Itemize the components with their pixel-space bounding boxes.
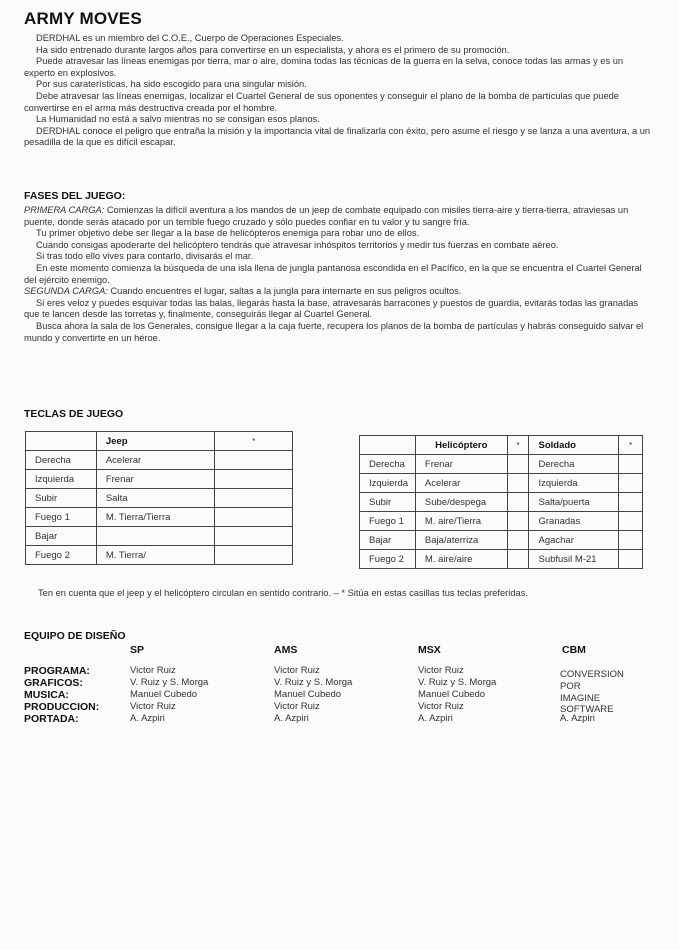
page-title: ARMY MOVES bbox=[24, 9, 142, 28]
custom-key-cell[interactable] bbox=[507, 512, 529, 531]
role-label: GRAFICOS: bbox=[24, 677, 83, 689]
custom-key-column-header: * bbox=[215, 432, 293, 451]
ams-column-header: AMS bbox=[274, 644, 298, 656]
intro-section bbox=[24, 33, 654, 149]
credit-value: Victor Ruiz bbox=[274, 665, 320, 676]
key-action: Subir bbox=[360, 493, 416, 512]
teclas-note: Ten en cuenta que el jeep y el helicóptero circulan en sentido contrario. – * Sitúa en estas casillas tus teclas preferidas. bbox=[38, 588, 528, 598]
cbm-column-header: CBM bbox=[562, 644, 586, 656]
key-action: Subir bbox=[26, 489, 97, 508]
credit-value: A. Azpiri bbox=[560, 713, 595, 724]
helicoptero-function: Baja/aterriza bbox=[415, 531, 507, 550]
cbm-credits bbox=[560, 669, 624, 723]
jeep-keys-table bbox=[25, 431, 293, 565]
soldado-function: Granadas bbox=[529, 512, 619, 531]
table-row bbox=[360, 531, 643, 550]
custom-key-cell[interactable] bbox=[215, 508, 293, 527]
intro-paragraph: Ha sido entrenado durante largos años para convertirse en un especialista, y ahora es el primero de su promoción. bbox=[36, 44, 510, 55]
table-row bbox=[360, 550, 643, 569]
intro-paragraph: Por sus caraterísticas, ha sido escogido para una singular misión. bbox=[36, 79, 307, 90]
fases-paragraph: Busca ahora la sala de los Generales, consigue llegar a la caja fuerte, recupera los planos de la bomba de partículas y habrás conseguido salvar el mundo y convertirte en un héroe. bbox=[24, 320, 644, 343]
msx-column-header: MSX bbox=[418, 644, 441, 656]
helicoptero-function: Sube/despega bbox=[415, 493, 507, 512]
intro-paragraph: Puede atravesar las líneas enemigas por tierra, mar o aire, domina todas las técnicas de la guerra en la selva, conoce todas las armas y es un experto en explosivos. bbox=[24, 56, 624, 78]
soldado-function: Izquierda bbox=[529, 474, 619, 493]
credit-value: Victor Ruiz bbox=[418, 665, 464, 676]
role-label: MUSICA: bbox=[24, 689, 69, 701]
key-action: Izquierda bbox=[360, 474, 416, 493]
custom-key-cell[interactable] bbox=[619, 493, 643, 512]
credit-value: Manuel Cubedo bbox=[274, 689, 342, 700]
role-label: PROGRAMA: bbox=[24, 665, 90, 677]
table-row bbox=[360, 455, 643, 474]
primera-carga-label: PRIMERA CARGA: bbox=[24, 205, 105, 215]
credit-value: Manuel Cubedo bbox=[130, 689, 198, 700]
fases-paragraph: Cuando consigas apoderarte del helicóptero tendrás que atravesar inhóspitos territorios y medir tus fuerzas en combate aéreo. bbox=[36, 239, 559, 250]
custom-key-cell[interactable] bbox=[215, 527, 293, 546]
custom-key-cell[interactable] bbox=[215, 451, 293, 470]
credit-value: Victor Ruiz bbox=[130, 701, 176, 712]
custom-key-cell[interactable] bbox=[215, 546, 293, 565]
key-action: Derecha bbox=[26, 451, 97, 470]
jeep-column-header: Jeep bbox=[96, 432, 215, 451]
custom-key-cell[interactable] bbox=[507, 493, 529, 512]
helicoptero-function: M. aire/aire bbox=[415, 550, 507, 569]
credit-value: Victor Ruiz bbox=[130, 665, 176, 676]
table-header-row bbox=[26, 432, 293, 451]
key-action: Fuego 1 bbox=[360, 512, 416, 531]
sp-column-header: SP bbox=[130, 644, 145, 656]
jeep-function: Salta bbox=[96, 489, 215, 508]
table-header-row bbox=[360, 436, 643, 455]
credit-value: A. Azpiri bbox=[418, 713, 453, 724]
fases-paragraph: Si eres veloz y puedes esquivar todas las balas, llegarás hasta la base, atravesarás barracones y puestos de guardia, evitarás todas las granadas que te lancen desde las torretas y, finalmente, conseguirás llegar al Cuartel General. bbox=[24, 297, 639, 320]
credit-value: V. Ruiz y S. Morga bbox=[418, 677, 497, 688]
key-action: Bajar bbox=[26, 527, 97, 546]
credit-value: Victor Ruiz bbox=[274, 701, 320, 712]
credits-roles bbox=[24, 665, 99, 725]
table-cell bbox=[360, 436, 416, 455]
key-action: Bajar bbox=[360, 531, 416, 550]
intro-paragraph: La Humanidad no está a salvo mientras no se consigan esos planos. bbox=[36, 114, 320, 125]
table-row bbox=[26, 451, 293, 470]
helicoptero-column-header: Helicóptero bbox=[415, 436, 507, 455]
custom-key-cell[interactable] bbox=[507, 455, 529, 474]
custom-key-cell[interactable] bbox=[507, 550, 529, 569]
teclas-heading: TECLAS DE JUEGO bbox=[24, 408, 124, 420]
primera-carga-text: Comienzas la difícil aventura a los mandos de un jeep de combate equipado con misiles tierra-aire y tierra-tierra, atraviesas un puente, donde serás atacado por un terrible fuego cruzado y sólo puedes confiar en tu valor y tu sangre fría. bbox=[24, 205, 629, 227]
ams-credits bbox=[274, 665, 352, 725]
credit-value: POR bbox=[560, 681, 581, 692]
role-label: PRODUCCION: bbox=[24, 701, 100, 713]
custom-key-cell[interactable] bbox=[507, 531, 529, 550]
table-row bbox=[26, 546, 293, 565]
table-row bbox=[26, 527, 293, 546]
jeep-function: Frenar bbox=[96, 470, 215, 489]
intro-paragraph: DERDHAL conoce el peligro que entraña la misión y la importancia vital de finalizarla con éxito, pero asume el riesgo y se lanza a una aventura, a un pesadilla de la que es difícil escapar. bbox=[24, 125, 651, 148]
key-action: Derecha bbox=[360, 455, 416, 474]
soldado-column-header: Soldado bbox=[529, 436, 619, 455]
custom-key-cell[interactable] bbox=[619, 531, 643, 550]
key-action: Izquierda bbox=[26, 470, 97, 489]
custom-key-column-header: * bbox=[619, 436, 643, 455]
soldado-function: Salta/puerta bbox=[529, 493, 619, 512]
jeep-function: M. Tierra/Tierra bbox=[96, 508, 215, 527]
table-cell bbox=[26, 432, 97, 451]
helicoptero-function: Acelerar bbox=[415, 474, 507, 493]
equipo-heading: EQUIPO DE DISEÑO bbox=[24, 630, 126, 642]
custom-key-cell[interactable] bbox=[215, 489, 293, 508]
sp-credits bbox=[130, 665, 208, 725]
segunda-carga-label: SEGUNDA CARGA: bbox=[24, 286, 108, 297]
fases-section bbox=[24, 205, 654, 344]
helicoptero-function: Frenar bbox=[415, 455, 507, 474]
jeep-function: Acelerar bbox=[96, 451, 215, 470]
intro-paragraph: Debe atravesar las líneas enemigas, localizar el Cuartel General de sus oponentes y conseguir el plano de la bomba de partículas que puede convertirse en el arma más destructiva creada por el hombre. bbox=[24, 90, 619, 113]
fases-paragraph: En este momento comienza la búsqueda de una isla llena de jungla pantanosa escondida en el Pacífico, en la que se encuentra el Cuartel General del ejército enemigo. bbox=[24, 262, 642, 285]
custom-key-cell[interactable] bbox=[619, 455, 643, 474]
key-action: Fuego 2 bbox=[26, 546, 97, 565]
jeep-function bbox=[96, 527, 215, 546]
key-action: Fuego 2 bbox=[360, 550, 416, 569]
custom-key-cell[interactable] bbox=[215, 470, 293, 489]
credit-value: Victor Ruiz bbox=[418, 701, 464, 712]
credit-value: CONVERSION bbox=[560, 669, 624, 680]
primera-carga-paragraph bbox=[24, 205, 654, 228]
soldado-function: Agachar bbox=[529, 531, 619, 550]
credit-value: IMAGINE bbox=[560, 693, 601, 704]
table-row bbox=[360, 493, 643, 512]
credit-value: A. Azpiri bbox=[274, 713, 309, 724]
heli-soldier-keys-table bbox=[359, 435, 643, 569]
credit-value: V. Ruiz y S. Morga bbox=[274, 677, 353, 688]
custom-key-cell[interactable] bbox=[619, 550, 643, 569]
custom-key-column-header: * bbox=[507, 436, 529, 455]
table-row bbox=[26, 489, 293, 508]
jeep-function: M. Tierra/ bbox=[96, 546, 215, 565]
credit-value: V. Ruiz y S. Morga bbox=[130, 677, 209, 688]
credit-value: A. Azpiri bbox=[130, 713, 165, 724]
segunda-carga-paragraph bbox=[24, 286, 654, 298]
intro-paragraph: DERDHAL es un miembro del C.O.E., Cuerpo de Operaciones Especiales. bbox=[36, 33, 344, 43]
segunda-carga-text: Cuando encuentres el lugar, saltas a la jungla para internarte en sus peligros ocultos. bbox=[107, 286, 462, 297]
helicoptero-function: M. aire/Tierra bbox=[415, 512, 507, 531]
custom-key-cell[interactable] bbox=[619, 512, 643, 531]
table-row bbox=[360, 512, 643, 531]
soldado-function: Subfusil M-21 bbox=[529, 550, 619, 569]
table-row bbox=[360, 474, 643, 493]
credit-value: SOFTWARE bbox=[560, 704, 614, 715]
fases-heading: FASES DEL JUEGO: bbox=[24, 190, 126, 202]
soldado-function: Derecha bbox=[529, 455, 619, 474]
msx-credits bbox=[418, 665, 496, 725]
key-action: Fuego 1 bbox=[26, 508, 97, 527]
table-row bbox=[26, 470, 293, 489]
fases-paragraph: Si tras todo ello vives para contarlo, divisarás el mar. bbox=[36, 251, 254, 262]
fases-paragraph: Tu primer objetivo debe ser llegar a la base de helicópteros enemiga para robar uno de ellos. bbox=[36, 228, 420, 239]
role-label: PORTADA: bbox=[24, 713, 79, 725]
table-row bbox=[26, 508, 293, 527]
custom-key-cell[interactable] bbox=[619, 474, 643, 493]
credit-value: Manuel Cubedo bbox=[418, 689, 486, 700]
custom-key-cell[interactable] bbox=[507, 474, 529, 493]
